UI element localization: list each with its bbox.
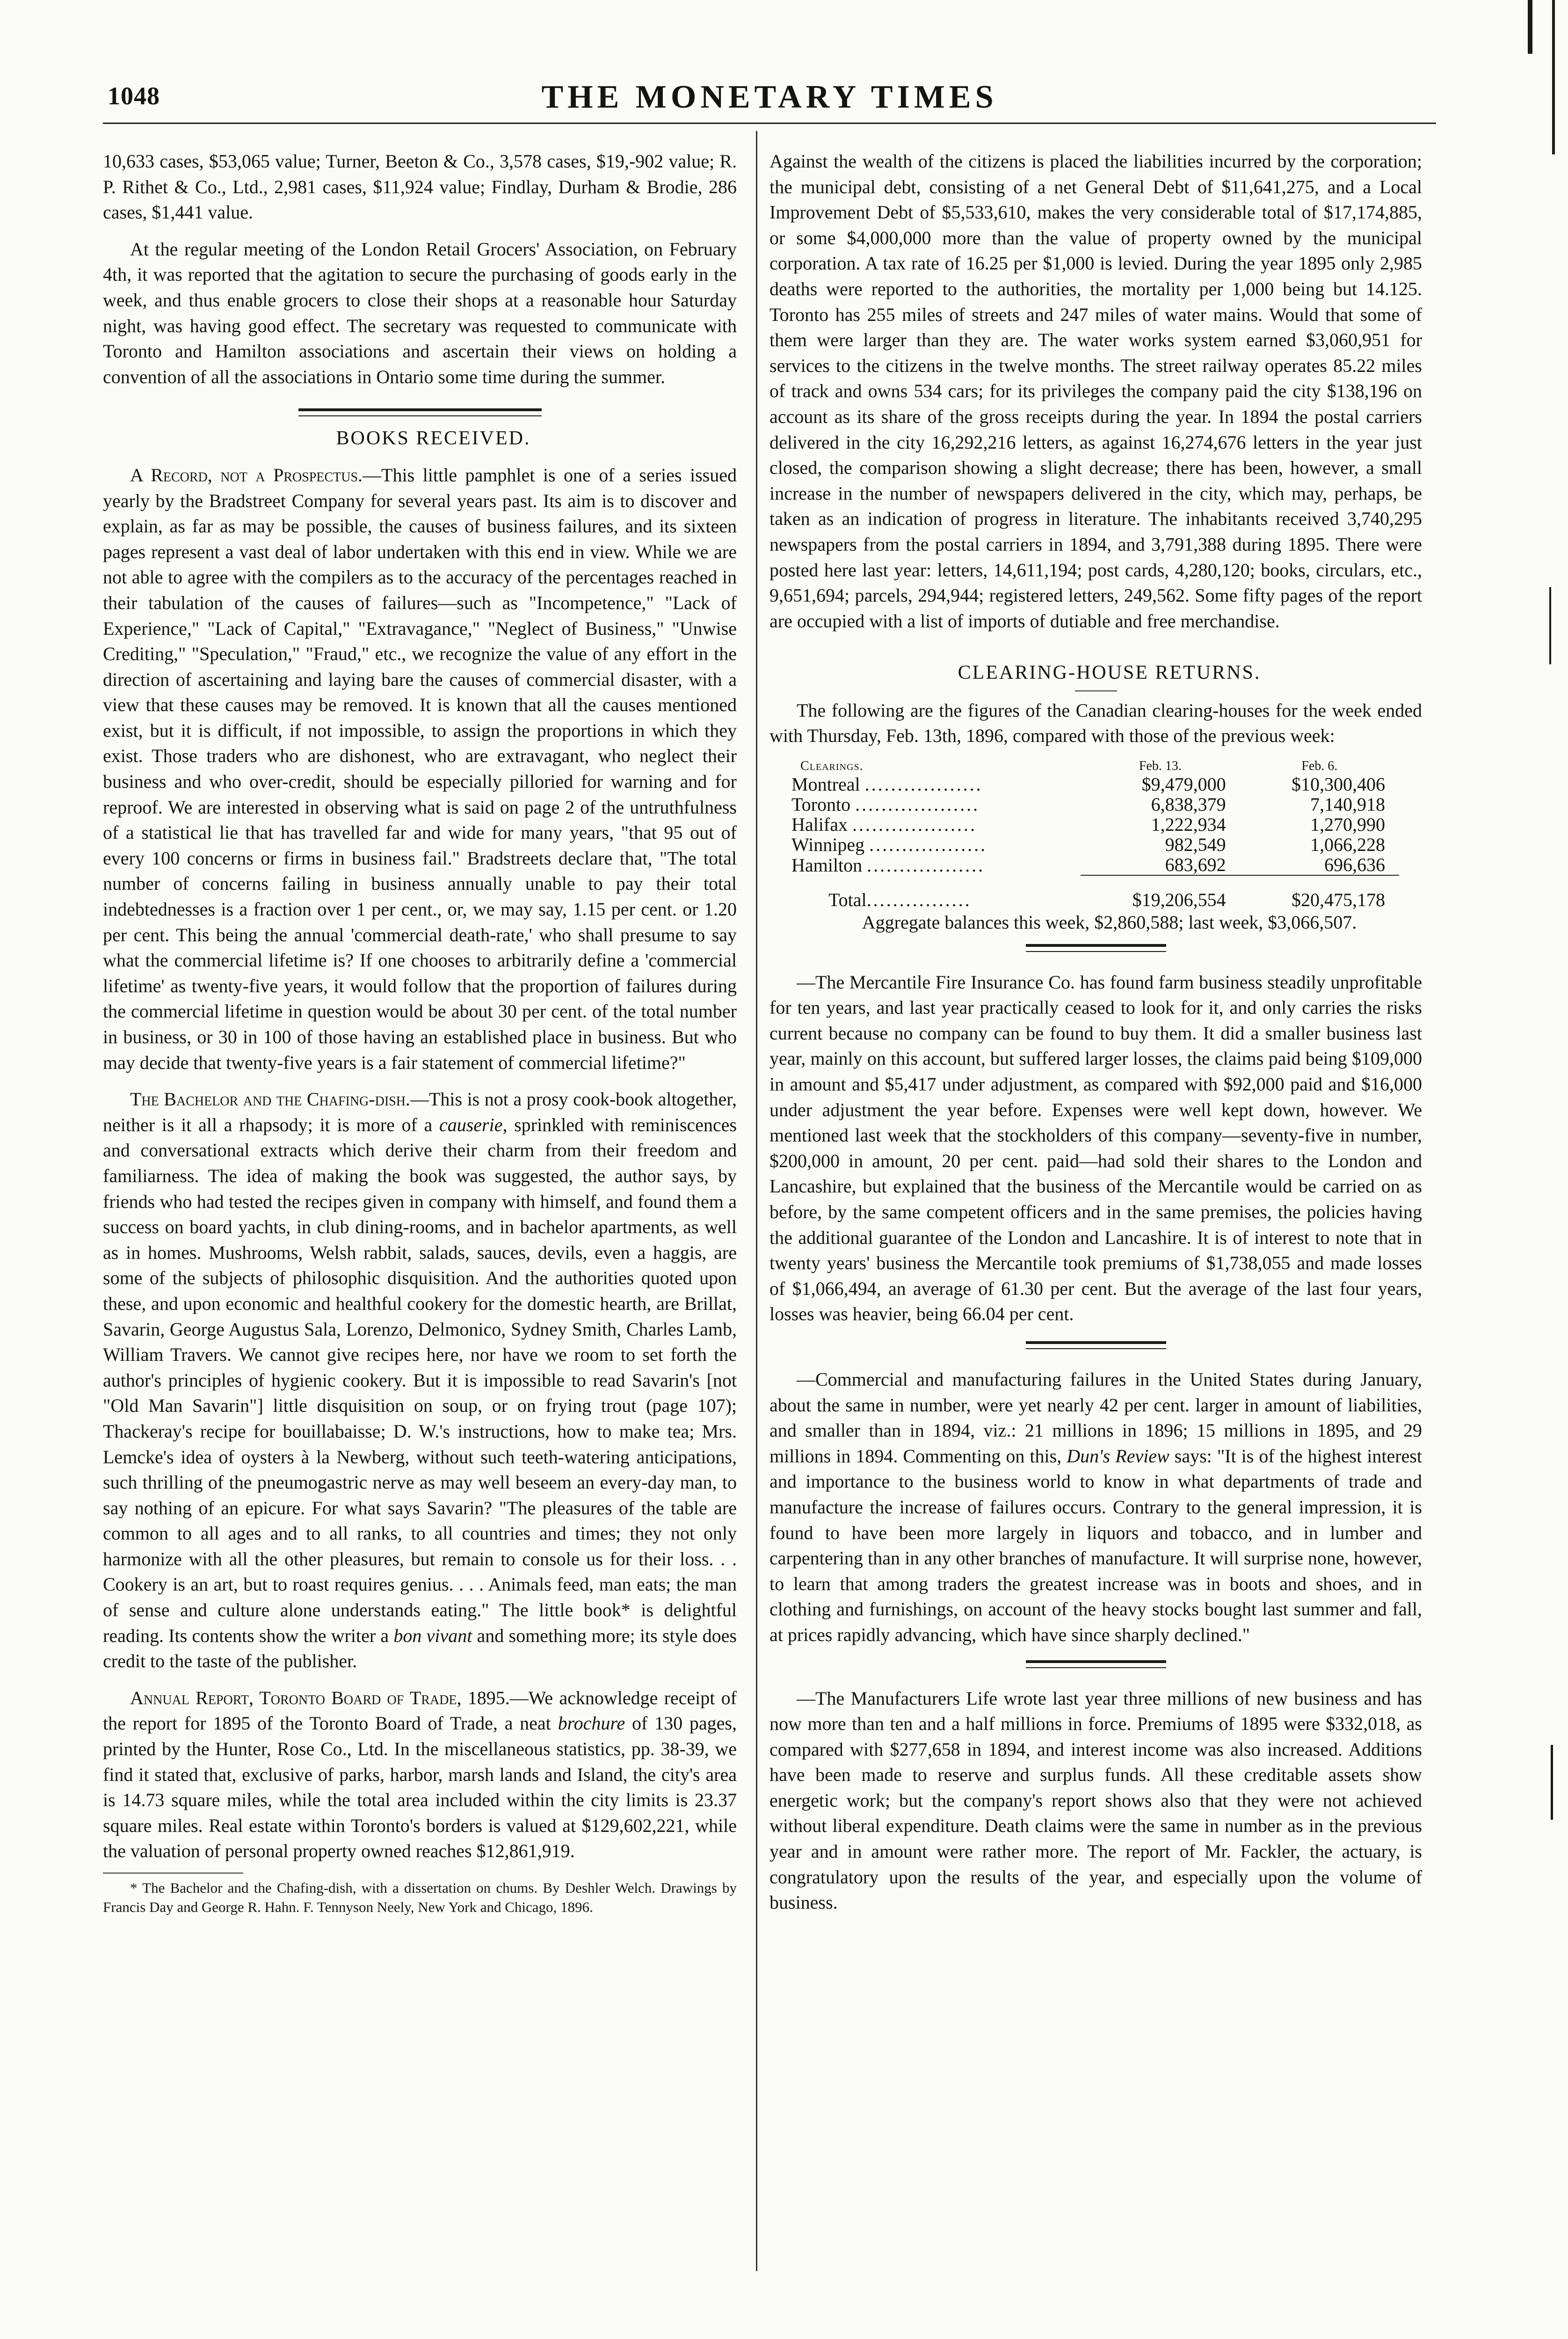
aggregate-balances: Aggregate balances this week, $2,860,588; last week, $3,066,507. <box>862 912 1357 933</box>
footnote: * The Bachelor and the Chafing-dish, with a dissertation on chums. By Deshler Welch. Drawings by Francis Day and George R. Hahn. F. Tennyson Neely, New York and Chicago, 1896. <box>103 1880 737 1915</box>
column-divider <box>756 131 757 2271</box>
right-column <box>769 149 1422 1916</box>
column-header: Clearings. <box>800 759 864 774</box>
bachelor-article-title: The Bachelor and the Chafing-dish. <box>130 1089 410 1110</box>
total-feb13-value: $19,206,554 <box>1132 889 1226 911</box>
table-header-row <box>791 758 1399 774</box>
scan-edge-mark <box>1528 0 1532 54</box>
italic-term: causerie <box>439 1114 503 1135</box>
section-divider <box>298 408 542 416</box>
table-total-row: Total................ $19,206,554 $20,475,178 <box>791 876 1399 910</box>
record-article-title: A Record, not a Prospectus. <box>130 464 363 486</box>
books-received-heading: BOOKS RECEIVED. <box>336 428 531 450</box>
scan-edge-mark <box>1551 1745 1553 1820</box>
bachelor-article <box>103 1087 737 1674</box>
failures-text: —Commercial and manufacturing failures in the United States during January, about the same in number, were yet nearly 42 per cent. larger in amount of liabilities, and smaller than in 1894, viz.: 21 millions in 1896; 15 millions in 1895, and 29 millions in 1894. Commenting on this, <box>769 1368 1422 1467</box>
feb13-value: 683,692 <box>1165 854 1226 876</box>
annual-report-body: of 130 pages, printed by the Hunter, Rose Co., Ltd. In the miscellaneous statistics, pp. 38-39, we find it stated that, exclusive of parks, harbor, marsh lands and Island, the city's area is 14.73 square miles, while the total area included within the city limits is 23.37 square miles. Real estate within Toronto's borders is valued at $129,602,221, while the valuation of personal property owned reaches $12,861,919. <box>103 1713 737 1862</box>
table-row: Hamilton .................. 683,692 696,636 <box>791 855 1399 875</box>
feb13-value: 6,838,379 <box>1151 794 1226 815</box>
table-row: Winnipeg .................. 982,549 1,066,228 <box>791 835 1399 855</box>
bachelor-article-body: , sprinkled with reminiscences and conversational extracts which derive their charm from their freedom and familiarness. The idea of making the book was suggested, the author says, by friends who had tested the recipes given in company with himself, and found them a success on board yachts, in club dining-rooms, and in bachelor apartments, as well as in homes. Mushrooms, Welsh rabbit, salads, sauces, devils, even a haggis, are some of the subjects of philosophic disquisition. And the authorities quoted upon these, and upon economic and healthful cookery for the domestic hearth, are Brillat, Savarin, George Augustus Sala, Lorenzo, Delmonico, Sydney Smith, Charles Lamb, William Travers. We cannot give recipes here, nor have we room to set forth the author's principles of hygienic cookery. But it is impossible to read Savarin's [not "Old Man Savarin"] little disquisition on soup, or on frying trout (page 107); Thackeray's recipe for bouillabaisse; D. W.'s instructions, how to make tea; Mrs. Lemcke's idea of oysters à la Newberg, without such teeth-watering anticipations, such thrilling of the pneumogastric nerve as may well beseem an every-day man, to say nothing of an epicure. For what says Savarin? "The pleasures of the table are common to all ages and to all ranks, to all countries and times; they not only harmonize with all the other pleasures, but remain to console us for their loss. . . Cookery is an art, but to roast requires genius. . . . Animals feed, man eats; the man of sense and culture alone understands eating." The little book* is delightful reading. Its contents show the writer a <box>103 1114 737 1646</box>
footnote-rule <box>103 1873 243 1874</box>
annual-report-article <box>103 1685 737 1864</box>
feb6-value: 696,636 <box>1324 854 1385 876</box>
feb6-value: 1,066,228 <box>1310 834 1385 856</box>
table-row: Halifax ................... 1,222,934 1,270,990 <box>791 814 1399 835</box>
record-article-body: —This little pamphlet is one of a series issued yearly by the Bradstreet Company for several years past. Its aim is to discover and explain, as far as may be possible, the causes of business failures, and its sixteen pages represent a vast deal of labor undertaken with this end in view. While we are not able to agree with the compilers as to the accuracy of the percentages reached in their tabulation of the causes of failures—such as "Incompetence," "Lack of Experience," "Lack of Capital," "Extravagance," "Neglect of Business," "Unwise Crediting," "Speculation," "Fraud," etc., we recognize the value of any effort in the direction of ascertaining and laying bare the causes of commercial disaster, with a view that these causes may be removed. It is known that all the causes mentioned exist, but it is difficult, if not impossible, to assign the proportions in which they exist. Those traders who are dishonest, who are extravagant, who neglect their business and who over-credit, should be especially pilloried for warning and for reproof. We are interested in observing what is said on page 2 of the untruthfulness of a statistical lie that has travelled far and wide for many years, "that 95 out of every 100 concerns or firms in business fail." Bradstreets declare that, "The total number of concerns failing in business annually unable to pay their total indebtednesses is a fraction over 1 per cent., or, we may say, 1.15 per cent. or 1.20 per cent. This being the annual 'commercial death-rate,' who shall presume to say what the commercial lifetime is? If one chooses to arbitrarily define a 'commercial lifetime' as twenty-five years, it would follow that the proportion of failures during the commercial lifetime in question would be about 30 per cent. of the total number in business, or 30 in 100 of those having an established place in business. But who may decide that twenty-five years is a fair statement of commercial lifetime?" <box>103 464 737 1073</box>
city-name: Toronto <box>791 794 851 815</box>
city-name: Halifax <box>791 814 848 835</box>
total-label: Total <box>828 889 867 911</box>
feb6-value: $10,300,406 <box>1292 774 1385 795</box>
column-header: Feb. 6. <box>1301 759 1338 774</box>
section-divider <box>1026 1660 1166 1668</box>
bachelor-article-body: and something more; its style does credit to the taste of the publisher. <box>103 1625 737 1672</box>
record-article <box>103 463 737 1075</box>
city-name: Winnipeg <box>791 834 865 856</box>
italic-term: Dun's Review <box>1067 1445 1169 1467</box>
italic-term: brochure <box>558 1713 625 1734</box>
bachelor-article-body: —This is not a prosy cook-book altogether, neither is it all a rhapsody; it is more of a <box>103 1089 737 1135</box>
clearing-house-intro: The following are the figures of the Canadian clearing-houses for the week ended with Thursday, Feb. 13th, 1896, compared with those of the previous week: <box>769 699 1422 747</box>
city-name: Hamilton <box>791 854 863 876</box>
total-feb6-value: $20,475,178 <box>1292 889 1385 911</box>
grocers-paragraph: At the regular meeting of the London Retail Grocers' Association, on February 4th, it was reported that the agitation to secure the purchasing of goods early in the week, and thus enable grocers to close their shops at a reasonable hour Saturday night, was having good effect. The secretary was requested to communicate with Toronto and Hamilton associations and ascertain their views on holding a convention of all the associations in Ontario some time during the summer. <box>103 238 737 387</box>
failures-paragraph <box>769 1367 1422 1648</box>
italic-term: bon vivant <box>393 1625 472 1646</box>
feb6-value: 7,140,918 <box>1310 794 1385 815</box>
feb13-value: 1,222,934 <box>1151 814 1226 835</box>
table-row: Toronto ................... 6,838,379 7,140,918 <box>791 794 1399 814</box>
feb13-value: $9,479,000 <box>1141 774 1226 795</box>
header-rule <box>103 123 1436 124</box>
manufacturers-life-paragraph: —The Manufacturers Life wrote last year three millions of new business and has now more than ten and a half millions in force. Premiums of 1895 were $332,018, as compared with $277,658 in 1894, and interest income was also increased. Additions have been made to reserve and surplus funds. All these creditable assets show energetic work; but the company's report shows also that they were not achieved without liberal expenditure. Death claims were the same in number as in the previous year and in amount were rather more. The report of Mr. Fackler, the actuary, is congratulatory upon the results of the year, and especially upon the volume of business. <box>769 1687 1422 1913</box>
city-name: Montreal <box>791 774 860 795</box>
section-divider <box>1026 944 1166 952</box>
left-column <box>103 149 737 1917</box>
feb6-value: 1,270,990 <box>1310 814 1385 835</box>
clearing-house-heading: CLEARING-HOUSE RETURNS. <box>958 662 1261 684</box>
feb13-value: 982,549 <box>1165 834 1226 856</box>
annual-report-title: Annual Report, Toronto Board of Trade, 1895. <box>130 1687 510 1708</box>
table-row: Montreal .................. $9,479,000 $10,300,406 <box>791 774 1399 794</box>
clearing-house-table <box>791 758 1399 910</box>
column-header: Feb. 13. <box>1139 759 1182 774</box>
scan-edge-mark <box>1552 0 1555 154</box>
masthead: THE MONETARY TIMES <box>541 79 998 115</box>
failures-text: says: "It is of the highest interest and importance to the business world to know in what departments of trade and manufacture the increase of failures occurs. Contrary to the general impression, it is found to have been more largely in liquors and tobacco, and in lumber and carpentering than in any other branches of manufacture. It will surprise none, however, to learn that among traders the greatest increase was in boots and shoes, and in clothing and furnishings, on account of the heavy stocks bought last summer and fall, at prices rapidly advancing, which have since sharply declined." <box>769 1445 1422 1645</box>
scan-edge-mark <box>1549 587 1551 664</box>
annual-report-body: —We acknowledge receipt of the report for 1895 of the Toronto Board of Trade, a neat <box>103 1687 737 1734</box>
mercantile-paragraph: —The Mercantile Fire Insurance Co. has found farm business steadily unprofitable for ten years, and last year practically ceased to look for it, and only carries the risks current because no company can be found to buy them. It did a smaller business last year, mainly on this account, but suffered larger losses, the claims paid being $109,000 in amount and $5,417 under adjustment, as compared with $92,000 paid and $16,000 under adjustment the year before. Expenses were well kept down, however. We mentioned last week that the stockholders of this company—seventy-five in number, $200,000 in amount, 20 per cent. paid—had sold their shares to the London and Lancashire, but explained that the business of the Mercantile would be carried on as before, by the same competent officers and in the same premises, the policies having the additional guarantee of the London and Lancashire. It is of interest to note that in twenty years' business the Mercantile took premiums of $1,738,055 and made losses of $1,066,494, an average of 61.30 per cent. But the average of the last four years, losses was heavier, being 66.04 per cent. <box>769 971 1422 1325</box>
toronto-wealth-paragraph: Against the wealth of the citizens is placed the liabilities incurred by the corporation; the municipal debt, consisting of a net General Debt of $11,641,275, and a Local Improvement Debt of $5,533,610, makes the very considerable total of $17,174,885, or some $4,000,000 more than the value of property owned by the municipal corporation. A tax rate of 16.25 per $1,000 is levied. During the year 1895 only 2,985 deaths were reported to the authorities, the mortality per 1,000 being but 14.125. Toronto has 255 miles of streets and 247 miles of water mains. Would that some of them were larger than they are. The water works system earned $3,060,951 for services to the citizens in the twelve months. The street railway operates 85.22 miles of track and owns 534 cars; for its privileges the company paid the city $138,196 on account as its share of the gross receipts during the year. In 1894 the postal carriers delivered in the city 16,292,216 letters, as against 16,274,676 letters in the year just closed, the comparison showing a slight decrease; there has been, however, a small increase in the number of newspapers delivered in the city, which may, perhaps, be taken as an indication of progress in literature. The inhabitants received 3,740,295 newspapers from the postal carriers in 1894, and 3,791,388 during 1895. There were posted here last year: letters, 14,611,194; post cards, 4,280,120; books, circulars, etc., 9,651,694; parcels, 294,944; registered letters, 249,562. Some fifty pages of the report are occupied with a list of imports of dutiable and free merchandise. <box>769 151 1422 632</box>
section-divider <box>1026 1341 1166 1349</box>
page-number: 1048 <box>108 82 160 110</box>
intro-paragraph: 10,633 cases, $53,065 value; Turner, Beeton & Co., 3,578 cases, $19,-902 value; R. P. Rithet & Co., Ltd., 2,981 cases, $11,924 value; Findlay, Durham & Brodie, 286 cases, $1,441 value. <box>103 151 737 223</box>
